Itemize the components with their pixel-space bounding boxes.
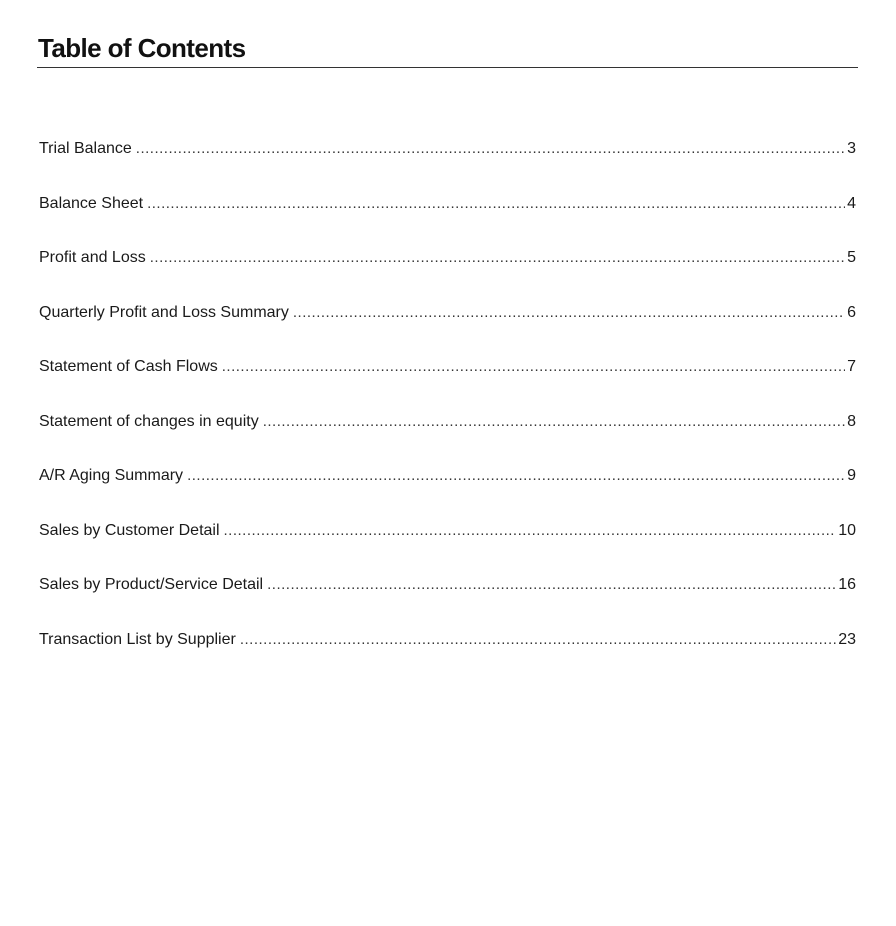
toc-entry-statement-of-cash-flows[interactable] — [39, 355, 856, 410]
dot-leader — [267, 573, 836, 597]
toc-entry-transaction-list-by-supplier[interactable] — [39, 628, 856, 683]
toc-entry-page-number: 4 — [847, 194, 856, 212]
dot-leader — [293, 301, 845, 325]
toc-entry-page-number: 6 — [847, 303, 856, 321]
toc-entry-page-number: 9 — [847, 467, 856, 484]
toc-entry-label: Statement of changes in equity — [39, 412, 259, 430]
toc-entry-label: Transaction List by Supplier — [39, 630, 236, 648]
dot-leader — [147, 192, 845, 216]
toc-entry-balance-sheet[interactable] — [39, 192, 856, 247]
toc-entry-page-number: 10 — [838, 521, 856, 539]
title-divider — [37, 67, 858, 68]
toc-entry-page-number: 5 — [847, 249, 856, 266]
toc-entry-page-number: 3 — [847, 140, 856, 157]
toc-entry-page-number: 23 — [838, 630, 856, 648]
dot-leader — [240, 628, 836, 652]
toc-entry-label: Statement of Cash Flows — [39, 358, 218, 375]
toc-entry-label: Sales by Customer Detail — [39, 521, 220, 539]
dot-leader — [136, 137, 845, 161]
toc-entry-page-number: 8 — [847, 412, 856, 430]
toc-entry-ar-aging-summary[interactable] — [39, 464, 856, 519]
toc-entry-quarterly-profit-and-loss-summary[interactable] — [39, 301, 856, 356]
toc-entry-statement-of-changes-in-equity[interactable] — [39, 410, 856, 465]
dot-leader — [222, 355, 845, 379]
toc-entry-trial-balance[interactable] — [39, 137, 856, 192]
dot-leader — [224, 519, 837, 543]
dot-leader — [187, 464, 845, 488]
toc-entry-label: Quarterly Profit and Loss Summary — [39, 303, 289, 321]
toc-entry-sales-by-customer-detail[interactable] — [39, 519, 856, 574]
toc-entry-label: A/R Aging Summary — [39, 467, 184, 484]
toc-entry-sales-by-product-service-detail[interactable] — [39, 573, 856, 628]
toc-entry-profit-and-loss[interactable] — [39, 246, 856, 301]
toc-entry-label: Trial Balance — [39, 140, 132, 157]
toc-entry-page-number: 7 — [847, 358, 856, 375]
toc-entry-label: Balance Sheet — [39, 194, 144, 212]
page-title: Table of Contents — [38, 33, 246, 63]
toc-list — [39, 137, 856, 682]
dot-leader — [150, 246, 845, 270]
toc-entry-label: Profit and Loss — [39, 249, 146, 266]
toc-entry-label: Sales by Product/Service Detail — [39, 576, 264, 593]
toc-entry-page-number: 16 — [838, 576, 856, 593]
dot-leader — [263, 410, 845, 434]
